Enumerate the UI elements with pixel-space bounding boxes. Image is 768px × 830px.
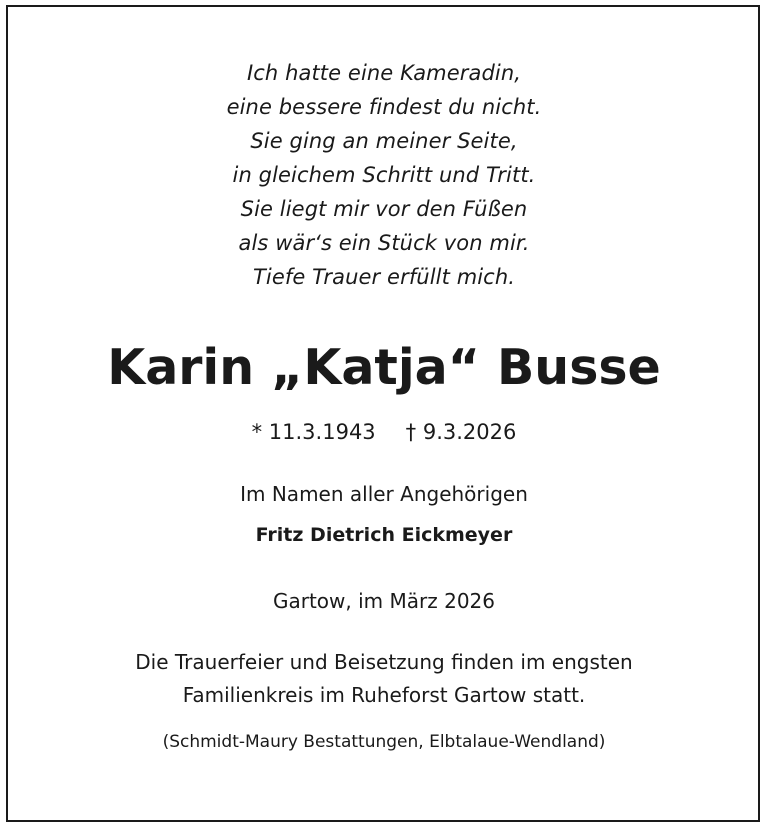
poem-line: als wär‘s ein Stück von mir. [238,231,530,255]
poem-line: eine bessere findest du nicht. [226,95,542,119]
poem-line: in gleichem Schritt und Tritt. [232,163,536,187]
deceased-name: Karin „Katja“ Busse [107,339,661,396]
funeral-home: (Schmidt-Maury Bestattungen, Elbtalaue-Wendland) [162,732,606,752]
ceremony-line: Die Trauerfeier und Beisetzung finden im engsten [135,650,633,674]
death-date: † 9.3.2026 [405,420,517,444]
on-behalf-line: Im Namen aller Angehörigen [240,482,528,506]
poem-line: Tiefe Trauer erfüllt mich. [252,265,516,289]
poem [0,56,768,294]
poem-line: Ich hatte eine Kameradin, [246,61,522,85]
signer-name: Fritz Dietrich Eickmeyer [255,524,513,546]
poem-line: Sie ging an meiner Seite, [250,129,518,153]
ceremony-note [0,646,768,712]
ceremony-line: Familienkreis im Ruheforst Gartow statt. [182,683,586,707]
place-date: Gartow, im März 2026 [272,589,495,613]
birth-date: * 11.3.1943 [251,420,376,444]
poem-line: Sie liegt mir vor den Füßen [240,197,528,221]
life-dates [0,417,768,447]
